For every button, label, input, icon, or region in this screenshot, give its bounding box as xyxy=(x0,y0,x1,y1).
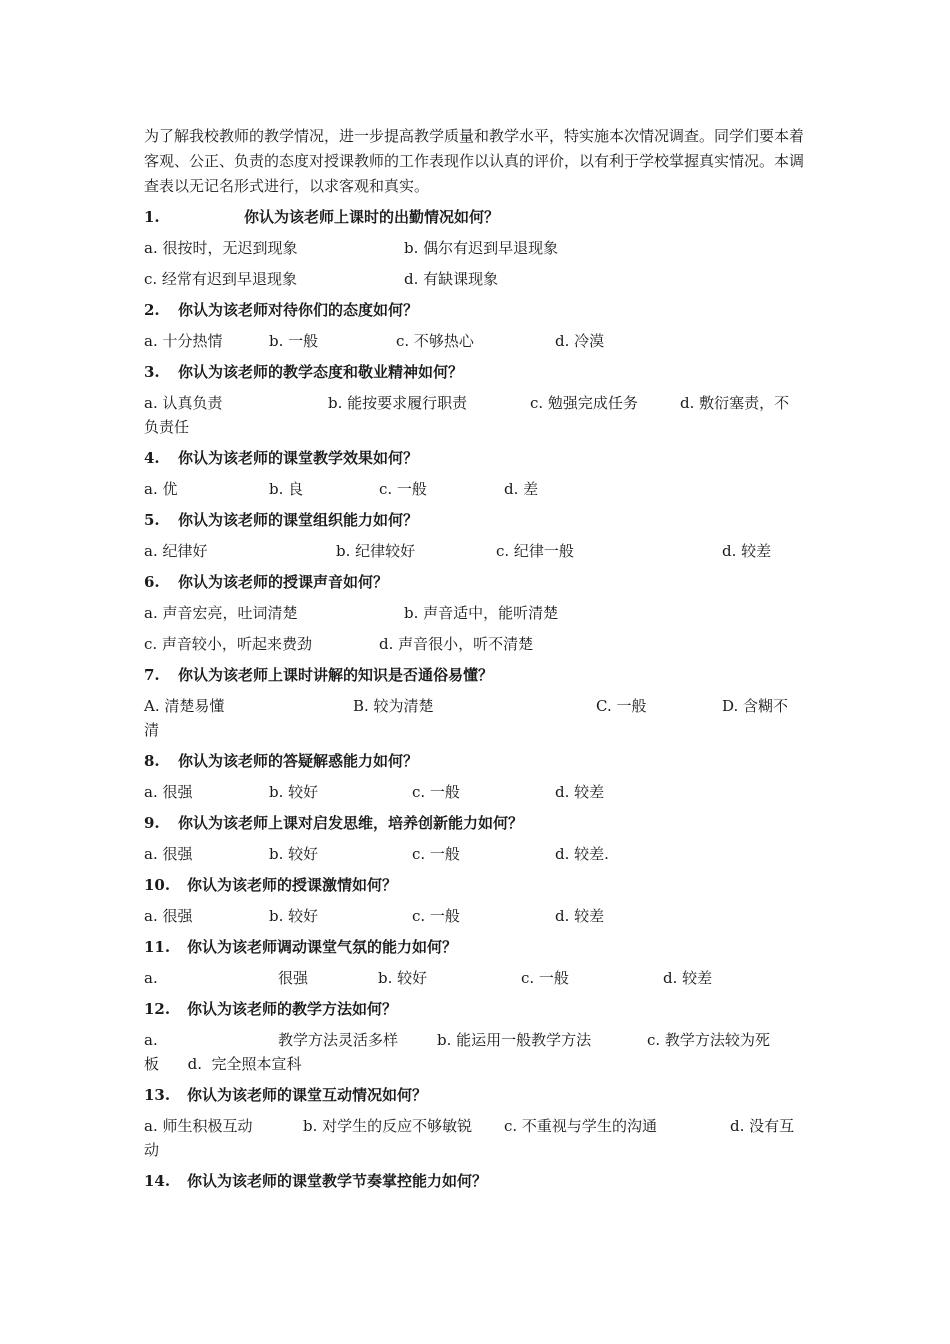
option: a. 纪律好 xyxy=(144,542,208,560)
option: b. 一般 xyxy=(269,332,319,350)
option: b. 偶尔有迟到早退现象 xyxy=(404,239,559,257)
question-text: 你认为该老师的授课声音如何？ xyxy=(178,573,389,591)
question-3 xyxy=(144,361,463,383)
option: d. 较差 xyxy=(663,969,713,987)
question-number: 3. xyxy=(144,363,160,381)
option: b. 较好 xyxy=(378,969,428,987)
options-row xyxy=(144,268,812,290)
option: a. xyxy=(144,1031,158,1049)
option-continuation: 清 xyxy=(144,721,160,739)
option: 很强 xyxy=(278,969,309,987)
intro-paragraph: 为了解我校教师的教学情况，进一步提高教学质量和教学水平，特实施本次情况调查。同学们要本着客观、公正、负责的态度对授课教师的工作表现作以认真的评价，以有利于学校掌握真实情况。本调查表以无记名形式进行，以求客观和真实。 xyxy=(144,127,805,195)
option: a. xyxy=(144,969,158,987)
question-text: 你认为该老师的课堂组织能力如何？ xyxy=(178,511,419,529)
option: c. 勉强完成任务 xyxy=(530,394,638,412)
option: a. 很强 xyxy=(144,907,193,925)
options-row xyxy=(144,540,812,562)
question-text: 你认为该老师的授课激情如何？ xyxy=(187,876,398,894)
question-number: 13. xyxy=(144,1086,171,1104)
question-9 xyxy=(144,812,523,834)
options-row xyxy=(144,602,812,624)
option-continuation: 动 xyxy=(144,1141,160,1159)
question-number: 8. xyxy=(144,752,160,770)
question-text: 你认为该老师的课堂教学节奏掌控能力如何？ xyxy=(187,1172,488,1190)
option-continuation: 负责任 xyxy=(144,418,190,436)
option: b. 较好 xyxy=(269,907,319,925)
option: d. 较差 xyxy=(555,783,605,801)
option: a. 很强 xyxy=(144,783,193,801)
option-continuation: 板 d. 完全照本宣科 xyxy=(144,1055,302,1073)
option: d. 有缺课现象 xyxy=(404,270,499,288)
question-text: 你认为该老师上课时讲解的知识是否通俗易懂？ xyxy=(178,666,494,684)
option: a. 很强 xyxy=(144,845,193,863)
options-row xyxy=(144,478,812,500)
option: b. 声音适中，能听清楚 xyxy=(404,604,559,622)
question-text: 你认为该老师的课堂教学效果如何？ xyxy=(178,449,419,467)
question-text: 你认为该老师的课堂互动情况如何？ xyxy=(187,1086,428,1104)
option: d. 冷漠 xyxy=(555,332,605,350)
question-8 xyxy=(144,750,418,772)
question-12 xyxy=(144,998,397,1020)
question-text: 你认为该老师上课对启发思维，培养创新能力如何？ xyxy=(178,814,524,832)
question-number: 4. xyxy=(144,449,160,467)
options-row xyxy=(144,967,812,989)
question-1 xyxy=(144,206,499,228)
option: c. 一般 xyxy=(412,845,460,863)
options-row xyxy=(144,695,812,717)
option: c. 一般 xyxy=(521,969,569,987)
question-11 xyxy=(144,936,457,958)
option: a. 声音宏亮，吐词清楚 xyxy=(144,604,298,622)
option: c. 声音较小，听起来费劲 xyxy=(144,635,312,653)
option: d. 较差 xyxy=(555,907,605,925)
question-number: 9. xyxy=(144,814,160,832)
question-number: 6. xyxy=(144,573,160,591)
question-2 xyxy=(144,299,418,321)
option: A. 清楚易懂 xyxy=(144,697,225,715)
option: b. 纪律较好 xyxy=(336,542,416,560)
option: a. 优 xyxy=(144,480,178,498)
option: c. 一般 xyxy=(412,907,460,925)
question-number: 7. xyxy=(144,666,160,684)
question-number: 10. xyxy=(144,876,171,894)
question-4 xyxy=(144,447,418,469)
question-number: 12. xyxy=(144,1000,171,1018)
options-row xyxy=(144,1029,812,1051)
question-13 xyxy=(144,1084,427,1106)
option: d. 没有互 xyxy=(730,1117,795,1135)
options-row xyxy=(144,843,812,865)
option: d. 较差 xyxy=(722,542,772,560)
question-number: 1. xyxy=(144,208,160,226)
option: a. 十分热情 xyxy=(144,332,223,350)
question-14 xyxy=(144,1170,487,1192)
question-text: 你认为该老师的教学方法如何？ xyxy=(187,1000,398,1018)
option: d. 差 xyxy=(504,480,539,498)
option: B. 较为清楚 xyxy=(353,697,434,715)
option: 教学方法灵活多样 xyxy=(278,1031,399,1049)
question-text: 你认为该老师对待你们的态度如何？ xyxy=(178,301,419,319)
options-row xyxy=(144,237,812,259)
options-row xyxy=(144,392,812,414)
option: c. 经常有迟到早退现象 xyxy=(144,270,297,288)
option: b. 较好 xyxy=(269,783,319,801)
question-6 xyxy=(144,571,388,593)
option: c. 纪律一般 xyxy=(496,542,574,560)
options-row xyxy=(144,330,812,352)
question-text: 你认为该老师的教学态度和敬业精神如何？ xyxy=(178,363,464,381)
question-number: 5. xyxy=(144,511,160,529)
option: b. 较好 xyxy=(269,845,319,863)
option: C. 一般 xyxy=(596,697,647,715)
question-10 xyxy=(144,874,397,896)
question-number: 14. xyxy=(144,1172,171,1190)
option: a. 师生积极互动 xyxy=(144,1117,253,1135)
option: c. 一般 xyxy=(412,783,460,801)
option: b. 能运用一般教学方法 xyxy=(437,1031,592,1049)
question-number: 2. xyxy=(144,301,160,319)
question-7 xyxy=(144,664,493,686)
question-text: 你认为该老师上课时的出勤情况如何？ xyxy=(244,208,500,226)
options-row xyxy=(144,633,812,655)
options-row xyxy=(144,905,812,927)
option: c. 一般 xyxy=(379,480,427,498)
option: d. 较差. xyxy=(555,845,609,863)
option: c. 不重视与学生的沟通 xyxy=(504,1117,657,1135)
question-text: 你认为该老师的答疑解惑能力如何？ xyxy=(178,752,419,770)
option: D. 含糊不 xyxy=(722,697,789,715)
option: d. 声音很小，听不清楚 xyxy=(379,635,534,653)
option: b. 能按要求履行职责 xyxy=(328,394,468,412)
option: a. 很按时，无迟到现象 xyxy=(144,239,298,257)
option: b. 良 xyxy=(269,480,304,498)
options-row xyxy=(144,781,812,803)
option: a. 认真负责 xyxy=(144,394,223,412)
question-5 xyxy=(144,509,418,531)
option: c. 教学方法较为死 xyxy=(647,1031,770,1049)
option: b. 对学生的反应不够敏锐 xyxy=(303,1117,473,1135)
options-row xyxy=(144,1115,812,1137)
option: c. 不够热心 xyxy=(396,332,474,350)
option: d. 敷衍塞责，不 xyxy=(680,394,790,412)
question-number: 11. xyxy=(144,938,171,956)
question-text: 你认为该老师调动课堂气氛的能力如何？ xyxy=(187,938,458,956)
